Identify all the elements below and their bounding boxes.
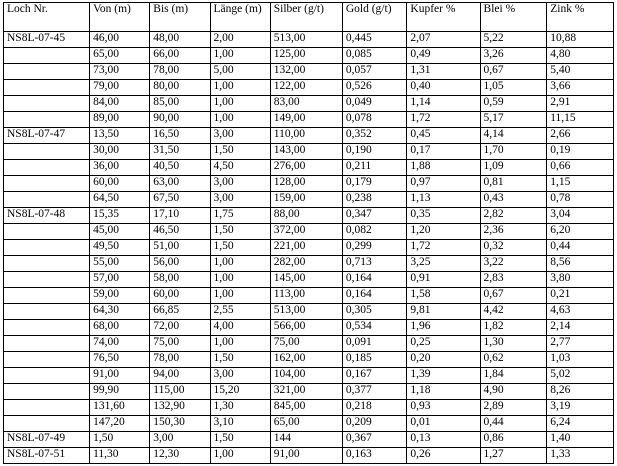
cell-gold: 0,526	[342, 80, 407, 96]
cell-gold: 0,377	[342, 384, 407, 400]
cell-hole	[4, 48, 90, 64]
cell-copper: 0,13	[407, 432, 480, 448]
cell-copper: 0,26	[407, 448, 480, 464]
cell-gold: 0,299	[342, 240, 407, 256]
cell-lead: 0,43	[480, 192, 547, 208]
cell-hole: NS8L-07-45	[4, 32, 90, 48]
cell-from: 131,60	[90, 400, 150, 416]
cell-hole	[4, 368, 90, 384]
cell-length: 3,00	[210, 192, 270, 208]
cell-zinc: 2,14	[547, 320, 614, 336]
cell-hole	[4, 160, 90, 176]
cell-from: 13,50	[90, 128, 150, 144]
cell-zinc: 2,91	[547, 96, 614, 112]
cell-copper: 0,97	[407, 176, 480, 192]
cell-zinc: 2,66	[547, 128, 614, 144]
cell-silver: 282,00	[270, 256, 342, 272]
cell-from: 76,50	[90, 352, 150, 368]
cell-gold: 0,167	[342, 368, 407, 384]
cell-zinc: 5,02	[547, 368, 614, 384]
cell-from: 64,50	[90, 192, 150, 208]
cell-copper: 0,35	[407, 208, 480, 224]
table-row	[4, 224, 614, 240]
cell-from: 79,00	[90, 80, 150, 96]
cell-hole	[4, 304, 90, 320]
cell-hole	[4, 320, 90, 336]
cell-copper: 1,20	[407, 224, 480, 240]
cell-to: 78,00	[150, 64, 210, 80]
cell-lead: 1,09	[480, 160, 547, 176]
cell-length: 15,20	[210, 384, 270, 400]
cell-lead: 0,67	[480, 288, 547, 304]
cell-to: 3,00	[150, 432, 210, 448]
cell-zinc: 1,33	[547, 448, 614, 464]
cell-copper: 0,91	[407, 272, 480, 288]
cell-silver: 276,00	[270, 160, 342, 176]
cell-from: 91,00	[90, 368, 150, 384]
table-row	[4, 352, 614, 368]
cell-copper: 0,17	[407, 144, 480, 160]
cell-length: 1,30	[210, 400, 270, 416]
cell-to: 80,00	[150, 80, 210, 96]
cell-lead: 4,42	[480, 304, 547, 320]
cell-length: 1,50	[210, 432, 270, 448]
cell-zinc: 8,26	[547, 384, 614, 400]
table-row	[4, 64, 614, 80]
cell-from: 60,00	[90, 176, 150, 192]
cell-zinc: 0,66	[547, 160, 614, 176]
cell-zinc: 2,77	[547, 336, 614, 352]
cell-hole	[4, 336, 90, 352]
cell-silver: 513,00	[270, 32, 342, 48]
table-row	[4, 336, 614, 352]
cell-gold: 0,057	[342, 64, 407, 80]
cell-to: 56,00	[150, 256, 210, 272]
cell-silver: 83,00	[270, 96, 342, 112]
cell-zinc: 1,40	[547, 432, 614, 448]
cell-gold: 0,164	[342, 288, 407, 304]
cell-silver: 321,00	[270, 384, 342, 400]
cell-silver: 91,00	[270, 448, 342, 464]
cell-length: 3,00	[210, 368, 270, 384]
cell-silver: 128,00	[270, 176, 342, 192]
cell-silver: 845,00	[270, 400, 342, 416]
cell-silver: 513,00	[270, 304, 342, 320]
cell-silver: 125,00	[270, 48, 342, 64]
table-row	[4, 160, 614, 176]
cell-zinc: 6,24	[547, 416, 614, 432]
cell-from: 99,90	[90, 384, 150, 400]
cell-silver: 143,00	[270, 144, 342, 160]
cell-to: 150,30	[150, 416, 210, 432]
cell-gold: 0,085	[342, 48, 407, 64]
cell-length: 1,00	[210, 272, 270, 288]
cell-hole	[4, 96, 90, 112]
cell-length: 1,50	[210, 224, 270, 240]
cell-zinc: 1,03	[547, 352, 614, 368]
cell-to: 12,30	[150, 448, 210, 464]
cell-silver: 159,00	[270, 192, 342, 208]
cell-from: 1,50	[90, 432, 150, 448]
cell-silver: 132,00	[270, 64, 342, 80]
cell-copper: 1,96	[407, 320, 480, 336]
cell-gold: 0,534	[342, 320, 407, 336]
cell-from: 36,00	[90, 160, 150, 176]
drill-results-table	[3, 2, 614, 464]
cell-from: 45,00	[90, 224, 150, 240]
cell-from: 74,00	[90, 336, 150, 352]
cell-copper: 0,01	[407, 416, 480, 432]
cell-gold: 0,218	[342, 400, 407, 416]
cell-gold: 0,049	[342, 96, 407, 112]
table-row	[4, 48, 614, 64]
cell-zinc: 5,40	[547, 64, 614, 80]
cell-hole	[4, 192, 90, 208]
cell-copper: 1,72	[407, 112, 480, 128]
cell-from: 15,35	[90, 208, 150, 224]
cell-to: 51,00	[150, 240, 210, 256]
cell-length: 1,00	[210, 112, 270, 128]
cell-to: 85,00	[150, 96, 210, 112]
cell-hole	[4, 80, 90, 96]
table-row	[4, 304, 614, 320]
cell-silver: 110,00	[270, 128, 342, 144]
cell-to: 132,90	[150, 400, 210, 416]
table-row	[4, 112, 614, 128]
cell-to: 67,50	[150, 192, 210, 208]
cell-copper: 1,14	[407, 96, 480, 112]
cell-zinc: 11,15	[547, 112, 614, 128]
cell-gold: 0,367	[342, 432, 407, 448]
cell-length: 1,50	[210, 352, 270, 368]
cell-from: 59,00	[90, 288, 150, 304]
cell-lead: 3,26	[480, 48, 547, 64]
cell-length: 3,10	[210, 416, 270, 432]
cell-to: 72,00	[150, 320, 210, 336]
cell-length: 1,50	[210, 240, 270, 256]
cell-lead: 2,83	[480, 272, 547, 288]
cell-lead: 2,36	[480, 224, 547, 240]
cell-copper: 0,49	[407, 48, 480, 64]
cell-zinc: 8,56	[547, 256, 614, 272]
cell-to: 46,50	[150, 224, 210, 240]
cell-length: 2,55	[210, 304, 270, 320]
cell-lead: 4,90	[480, 384, 547, 400]
header-copper: Kupfer %	[407, 3, 480, 32]
table-row	[4, 384, 614, 400]
cell-length: 1,75	[210, 208, 270, 224]
cell-to: 60,00	[150, 288, 210, 304]
cell-length: 1,00	[210, 96, 270, 112]
cell-copper: 1,58	[407, 288, 480, 304]
cell-silver: 65,00	[270, 416, 342, 432]
cell-to: 31,50	[150, 144, 210, 160]
cell-length: 1,50	[210, 144, 270, 160]
cell-from: 84,00	[90, 96, 150, 112]
cell-hole	[4, 416, 90, 432]
cell-from: 30,00	[90, 144, 150, 160]
cell-from: 57,00	[90, 272, 150, 288]
cell-silver: 122,00	[270, 80, 342, 96]
header-length: Länge (m)	[210, 3, 270, 32]
cell-zinc: 0,78	[547, 192, 614, 208]
cell-gold: 0,185	[342, 352, 407, 368]
cell-from: 55,00	[90, 256, 150, 272]
cell-lead: 1,82	[480, 320, 547, 336]
cell-from: 147,20	[90, 416, 150, 432]
cell-lead: 2,82	[480, 208, 547, 224]
cell-copper: 3,25	[407, 256, 480, 272]
cell-length: 2,00	[210, 32, 270, 48]
cell-silver: 144	[270, 432, 342, 448]
table-row	[4, 32, 614, 48]
cell-gold: 0,209	[342, 416, 407, 432]
cell-gold: 0,091	[342, 336, 407, 352]
cell-copper: 1,13	[407, 192, 480, 208]
cell-to: 66,00	[150, 48, 210, 64]
cell-gold: 0,713	[342, 256, 407, 272]
cell-zinc: 3,19	[547, 400, 614, 416]
cell-zinc: 6,20	[547, 224, 614, 240]
cell-lead: 5,22	[480, 32, 547, 48]
cell-hole	[4, 224, 90, 240]
cell-copper: 2,07	[407, 32, 480, 48]
cell-copper: 1,72	[407, 240, 480, 256]
cell-hole	[4, 144, 90, 160]
cell-length: 1,00	[210, 288, 270, 304]
cell-lead: 1,05	[480, 80, 547, 96]
table-row	[4, 208, 614, 224]
cell-hole	[4, 112, 90, 128]
table-row	[4, 144, 614, 160]
cell-to: 16,50	[150, 128, 210, 144]
cell-to: 94,00	[150, 368, 210, 384]
table-row	[4, 448, 614, 464]
cell-copper: 0,40	[407, 80, 480, 96]
cell-gold: 0,305	[342, 304, 407, 320]
cell-hole: NS8L-07-47	[4, 128, 90, 144]
cell-silver: 145,00	[270, 272, 342, 288]
cell-from: 68,00	[90, 320, 150, 336]
table-row	[4, 128, 614, 144]
cell-copper: 0,20	[407, 352, 480, 368]
cell-gold: 0,352	[342, 128, 407, 144]
header-hole: Loch Nr.	[4, 3, 90, 32]
cell-lead: 0,81	[480, 176, 547, 192]
cell-silver: 221,00	[270, 240, 342, 256]
cell-hole	[4, 384, 90, 400]
cell-hole	[4, 64, 90, 80]
header-zinc: Zink %	[547, 3, 614, 32]
cell-gold: 0,445	[342, 32, 407, 48]
header-lead: Blei %	[480, 3, 547, 32]
cell-hole	[4, 288, 90, 304]
cell-silver: 75,00	[270, 336, 342, 352]
table-row	[4, 288, 614, 304]
cell-lead: 0,67	[480, 64, 547, 80]
cell-gold: 0,163	[342, 448, 407, 464]
cell-lead: 1,27	[480, 448, 547, 464]
header-row	[4, 3, 614, 32]
cell-hole: NS8L-07-48	[4, 208, 90, 224]
cell-length: 1,00	[210, 48, 270, 64]
cell-hole	[4, 256, 90, 272]
cell-copper: 1,88	[407, 160, 480, 176]
cell-lead: 1,70	[480, 144, 547, 160]
cell-silver: 149,00	[270, 112, 342, 128]
cell-zinc: 3,66	[547, 80, 614, 96]
cell-lead: 1,84	[480, 368, 547, 384]
cell-lead: 5,17	[480, 112, 547, 128]
table-row	[4, 192, 614, 208]
cell-zinc: 4,80	[547, 48, 614, 64]
cell-zinc: 0,44	[547, 240, 614, 256]
cell-lead: 3,22	[480, 256, 547, 272]
cell-copper: 0,45	[407, 128, 480, 144]
cell-length: 5,00	[210, 64, 270, 80]
cell-from: 65,00	[90, 48, 150, 64]
cell-lead: 4,14	[480, 128, 547, 144]
cell-to: 78,00	[150, 352, 210, 368]
table-row	[4, 368, 614, 384]
cell-length: 1,00	[210, 256, 270, 272]
cell-zinc: 1,15	[547, 176, 614, 192]
cell-silver: 566,00	[270, 320, 342, 336]
cell-copper: 0,93	[407, 400, 480, 416]
cell-silver: 113,00	[270, 288, 342, 304]
cell-length: 3,00	[210, 176, 270, 192]
cell-zinc: 3,80	[547, 272, 614, 288]
cell-gold: 0,211	[342, 160, 407, 176]
cell-length: 4,50	[210, 160, 270, 176]
cell-hole	[4, 240, 90, 256]
table-row	[4, 256, 614, 272]
cell-to: 115,00	[150, 384, 210, 400]
table-row	[4, 96, 614, 112]
cell-hole: NS8L-07-49	[4, 432, 90, 448]
table-row	[4, 240, 614, 256]
table-row	[4, 320, 614, 336]
header-silver: Silber (g/t)	[270, 3, 342, 32]
cell-from: 11,30	[90, 448, 150, 464]
cell-to: 75,00	[150, 336, 210, 352]
header-from: Von (m)	[90, 3, 150, 32]
cell-zinc: 0,21	[547, 288, 614, 304]
table-row	[4, 176, 614, 192]
cell-lead: 2,89	[480, 400, 547, 416]
cell-lead: 0,86	[480, 432, 547, 448]
cell-hole: NS8L-07-51	[4, 448, 90, 464]
cell-to: 40,50	[150, 160, 210, 176]
table-body	[4, 32, 614, 464]
cell-zinc: 0,19	[547, 144, 614, 160]
cell-from: 64,30	[90, 304, 150, 320]
cell-zinc: 4,63	[547, 304, 614, 320]
cell-copper: 9,81	[407, 304, 480, 320]
table-row	[4, 80, 614, 96]
cell-gold: 0,347	[342, 208, 407, 224]
cell-silver: 88,00	[270, 208, 342, 224]
cell-lead: 0,44	[480, 416, 547, 432]
cell-length: 1,00	[210, 448, 270, 464]
cell-to: 48,00	[150, 32, 210, 48]
table-row	[4, 416, 614, 432]
cell-gold: 0,164	[342, 272, 407, 288]
cell-gold: 0,179	[342, 176, 407, 192]
cell-silver: 104,00	[270, 368, 342, 384]
cell-hole	[4, 352, 90, 368]
cell-copper: 1,39	[407, 368, 480, 384]
header-gold: Gold (g/t)	[342, 3, 407, 32]
cell-length: 3,00	[210, 128, 270, 144]
table-row	[4, 272, 614, 288]
cell-length: 1,00	[210, 336, 270, 352]
cell-from: 49,50	[90, 240, 150, 256]
cell-gold: 0,190	[342, 144, 407, 160]
cell-length: 4,00	[210, 320, 270, 336]
cell-gold: 0,082	[342, 224, 407, 240]
cell-lead: 0,59	[480, 96, 547, 112]
cell-lead: 1,30	[480, 336, 547, 352]
cell-to: 63,00	[150, 176, 210, 192]
cell-to: 58,00	[150, 272, 210, 288]
cell-length: 1,00	[210, 80, 270, 96]
cell-gold: 0,078	[342, 112, 407, 128]
cell-to: 17,10	[150, 208, 210, 224]
cell-hole	[4, 400, 90, 416]
cell-from: 46,00	[90, 32, 150, 48]
cell-copper: 0,25	[407, 336, 480, 352]
cell-lead: 0,32	[480, 240, 547, 256]
cell-zinc: 3,04	[547, 208, 614, 224]
cell-copper: 1,18	[407, 384, 480, 400]
header-to: Bis (m)	[150, 3, 210, 32]
cell-from: 73,00	[90, 64, 150, 80]
cell-hole	[4, 272, 90, 288]
cell-silver: 372,00	[270, 224, 342, 240]
cell-zinc: 10,88	[547, 32, 614, 48]
cell-hole	[4, 176, 90, 192]
cell-from: 89,00	[90, 112, 150, 128]
table-row	[4, 400, 614, 416]
cell-gold: 0,238	[342, 192, 407, 208]
cell-to: 90,00	[150, 112, 210, 128]
table-row	[4, 432, 614, 448]
cell-to: 66,85	[150, 304, 210, 320]
cell-lead: 0,62	[480, 352, 547, 368]
cell-copper: 1,31	[407, 64, 480, 80]
cell-silver: 162,00	[270, 352, 342, 368]
